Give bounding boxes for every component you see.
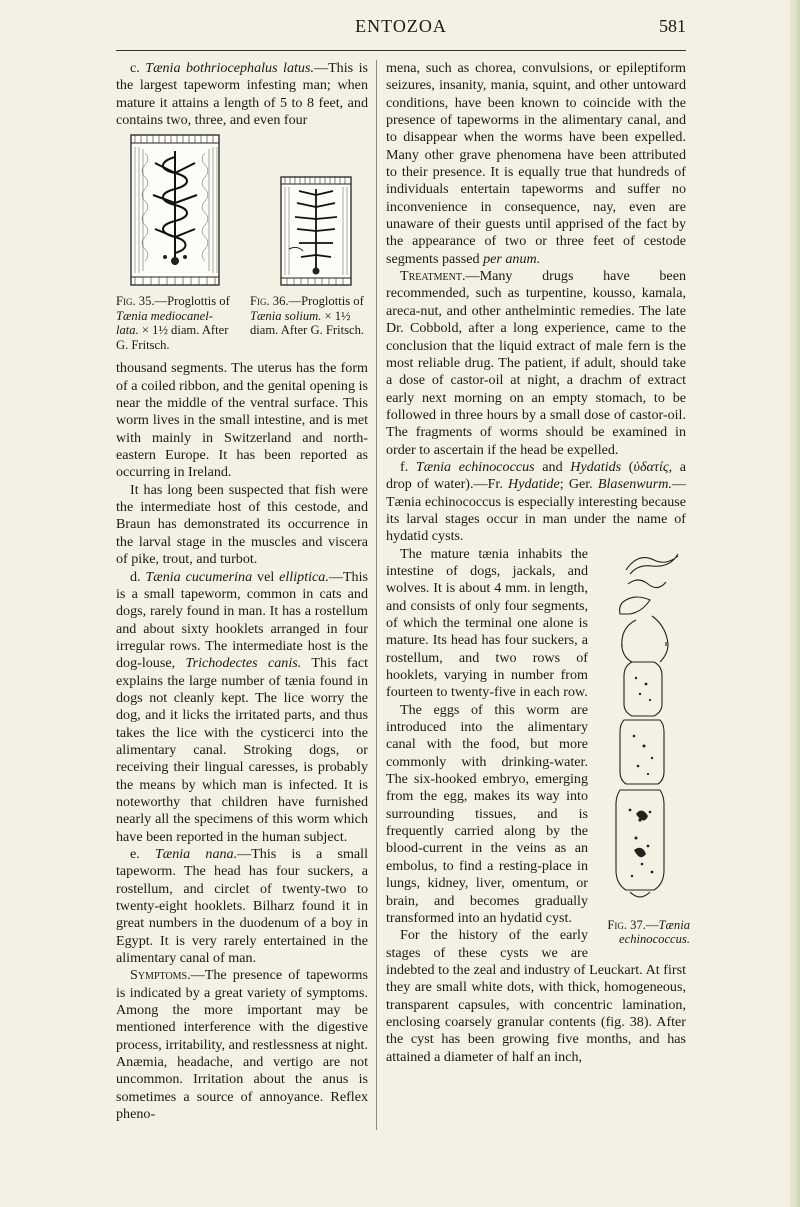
paragraph-taenia-nana: e. Tænia nana.—This is a small tapeworm. The head has four suckers, a rostellum, and circlet of twenty-two to twenty-eight hooklets. Bilharz found it in great numbers in the duodenum of a boy in Egypt. It is very rarely entertained in the alimentary canal of man. [116, 846, 368, 967]
paragraph-segments: thousand segments. The uterus has the form of a coiled ribbon, and the genital opening is near the middle of the ventral surface. This worm lives in the small intestine, and is met with mainly in Switzerland and north-eastern Europe. It has been reported as occurring in Ireland. [116, 360, 368, 481]
right-column [386, 60, 690, 1066]
paragraph-taenia-cucumerina: d. Tænia cucumerina vel elliptica.—This is a small tapeworm, common in cats and dogs, rarely found in man. It has a rostellum and about sixty hooklets arranged in four irregular rows. The intermediate host is the dog-louse, Trichodectes canis. This fact explains the large number of tænia found in dogs not cleanly kept. The lice worry the dog, and it licks the irritated parts, and thus takes the lice with the cysticerci into the alimentary canal. Stroking dogs, or receiving their lingual caresses, is probably the means by which man is infected. It is noteworthy that children have furnished nearly all the specimens of this worm which have been reported in the human subject. [116, 568, 369, 845]
column-divider [376, 60, 377, 1130]
page-number: 581 [659, 16, 686, 36]
paragraph-treatment: Treatment.—Many drugs have been recommended, such as turpentine, kousso, kamala, areca-nut, and other anthelmintic remedies. The late Dr. Cobbold, after a long experience, came to the conclusion that the liquid extract of male fern is the most reliable drug. The patient, if adult, should take a dose of castor-oil at night, a drachm of extract early next morning on an empty stomach, to be followed in three hours by a small dose of castor-oil. The fragments of worms should be examined in order to ascertain if the head be expelled. [386, 268, 686, 458]
echinococcus-illustration [596, 550, 686, 910]
figure-row-35-36 [116, 133, 368, 352]
page-edge [790, 0, 800, 1207]
paragraph-mature-taenia: The mature tænia inhabits the intestine of dogs, jackals, and wolves. It is about 4 mm. in length, and consists of only four segments, of which the terminal one alone is mature. Its head has four suckers, a rostellum, and two rows of hooklets, varying in number from fourteen to twenty-five in each row. [386, 545, 588, 701]
figure-36-caption: Fig. 36.—Proglottis of Tænia solium. × 1½ diam. After G. Fritsch. [250, 294, 365, 338]
running-header [116, 16, 686, 42]
paragraph-reflex-phenomena: mena, such as chorea, convulsions, or epileptiform seizures, insanity, mania, squint, and other untoward conditions, have been known to coincide with the presence of tapeworms in the alimentary canal, and to disappear when the worms have been expelled. Many other grave phenomena have been attributed to their presence. It is equally true that hundreds of individuals entertain tapeworms and suffer no inconvenience in consequence, nay, even are unaware of their guests until apprised of the fact by the appearance of two or three feet of cestode segments passed per anum. [386, 60, 686, 267]
figure-36 [250, 133, 368, 352]
proglottis-illustration-36 [259, 133, 359, 291]
paragraph-intermediate-host: It has long been suspected that fish were the intermediate host of this cestode, and Braun has demonstrated its occurrence in the larval stage in the muscles and viscera of pike, trout, and turbot. [116, 481, 368, 568]
paragraph-eggs: The eggs of this worm are introduced into the alimentary canal with the food, but more commonly with drinking-water. The six-hooked embryo, emerging from the egg, makes its way into surrounding tissues, and is frequently carried along by the blood-current in the veins as an embolus, to find a resting-place in lungs, kidney, liver, omentum, or brain, and becomes gradually transformed into an hydatid cyst. [386, 701, 588, 926]
figure-35-caption: Fig. 35.—Proglottis of Tænia mediocanel-lata. × 1½ diam. After G. Fritsch. [116, 294, 230, 352]
figure-35 [116, 133, 234, 352]
paragraph-symptoms: Symptoms.—The presence of tapeworms is indicated by a great variety of symptoms. Among the more important may be mentioned interference with the digestive process, irritability, and restlessness at night. Anæmia, headache, and vertigo are not uncommon. Irritation about the anus is sometimes a source of annoyance. Reflex pheno- [116, 967, 368, 1123]
header-rule [116, 50, 686, 51]
paragraph-taenia-echinococcus: f. Tænia echinococcus and Hydatids (ὑδατίς, a drop of water).—Fr. Hydatide; Ger. Blasenwurm.—Tænia echinococcus is especially interesting because its larval stages occur in man under the name of hydatid cysts. [386, 458, 687, 545]
paragraph-taenia-latus: c. Tænia bothriocephalus latus.—This is the largest tapeworm infesting man; when mature it attains a length of 5 to 8 feet, and contains two, three, and even four [116, 60, 368, 129]
figure-37-caption: Fig. 37.—Tænia echinococcus. [607, 917, 690, 947]
figure-37 [596, 550, 690, 947]
paragraph-history-cysts: For the history of the early stages of these cysts we are indebted to the zeal and industry of Leuckart. At first they are small white dots, with thick, homogeneous, transparent capsules, with concentric lamination, enclosing coarsely granular contents (fig. 38). After the cyst has been growing five months, and has attained a diameter of half an inch, [386, 927, 686, 1065]
left-column [116, 60, 368, 1124]
proglottis-illustration-35 [121, 133, 229, 291]
running-title: ENTOZOA [355, 16, 447, 36]
